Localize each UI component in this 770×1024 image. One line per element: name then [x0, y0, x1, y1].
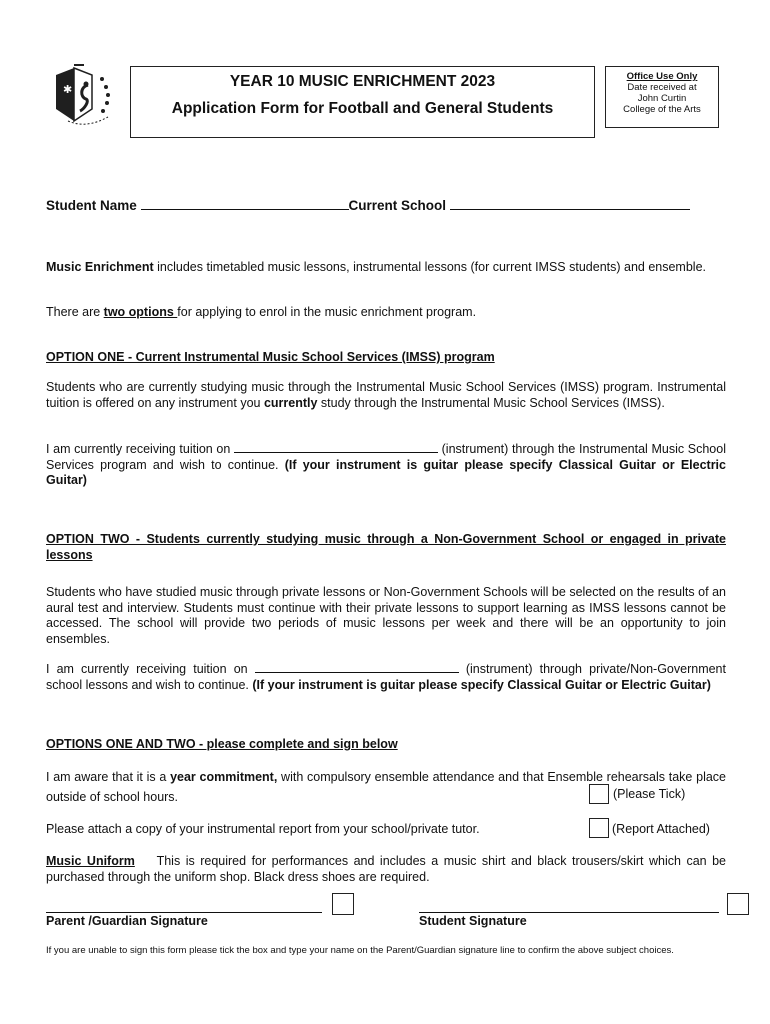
option-two-instrument-field[interactable]	[255, 661, 459, 673]
music-uniform-paragraph	[46, 854, 726, 885]
svg-text:✱: ✱	[63, 83, 73, 96]
office-line: John Curtin	[637, 93, 687, 104]
options-prefix: There are	[46, 305, 104, 319]
options-paragraph	[46, 305, 726, 321]
option-one-tuition	[46, 441, 726, 489]
student-signature-label: Student Signature	[419, 914, 527, 928]
option-one-heading: OPTION ONE - Current Instrumental Music School Services (IMSS) program	[46, 350, 495, 364]
music-uniform-text: This is required for performances and includes a music shirt and black trousers/skirt which can be purchased through the uniform shop. Black dress shoes are required.	[46, 854, 727, 884]
report-attached-label: (Report Attached)	[612, 822, 710, 836]
attach-report-text: Please attach a copy of your instrumental report from your school/private tutor.	[46, 822, 480, 836]
student-name-label: Student Name	[46, 198, 137, 213]
music-uniform-heading: Music Uniform	[46, 854, 135, 868]
tuition-suffix: (instrument) through the Instrumental Music School Services program and wish to continue.	[46, 442, 726, 472]
parent-sign-tick-box[interactable]	[332, 893, 354, 915]
option-two-tuition	[46, 661, 726, 693]
office-line: College of the Arts	[623, 104, 701, 115]
form-title-box	[130, 66, 595, 138]
commitment-text: I am aware that it is a	[46, 770, 171, 784]
commitment-tick-box[interactable]	[589, 784, 609, 804]
tuition-suffix: (instrument) through private/Non-Government school lessons and wish to continue.	[46, 662, 726, 692]
option-two-description: Students who have studied music through private lessons or Non-Government Schools will be selected on the results of an aural test and interview. Students must continue with their private lessons to support learning as IMSS lessons cannot be accessed. The school will provide two periods of music lessons per week and there will be an opportunity to join ensembles.	[46, 585, 726, 646]
tick-label: (Please Tick)	[613, 787, 686, 801]
student-details-row	[46, 198, 736, 213]
options-both-heading: OPTIONS ONE AND TWO - please complete and sign below	[46, 737, 398, 751]
option-one-text: study through the Instrumental Music School Services (IMSS).	[317, 395, 665, 410]
option-one-emph: currently	[263, 395, 318, 410]
college-logo	[50, 63, 122, 129]
options-suffix: for applying to enrol in the music enrichment program.	[177, 305, 477, 319]
signature-footnote: If you are unable to sign this form please tick the box and type your name on the Parent/Guardian signature line to confirm the above subject choices.	[46, 945, 674, 956]
student-signature-line[interactable]	[419, 912, 719, 913]
options-emph: two options	[103, 305, 178, 319]
option-two-heading: OPTION TWO - Students currently studying music through a Non-Government School or engaged in private lessons	[46, 532, 726, 562]
tuition-prefix: I am currently receiving tuition on	[46, 662, 248, 676]
commitment-emph: year commitment,	[170, 770, 278, 784]
report-attached-tick-box[interactable]	[589, 818, 609, 838]
student-sign-tick-box[interactable]	[727, 893, 749, 915]
option-one-instrument-field[interactable]	[234, 441, 438, 453]
form-subtitle: Application Form for Football and General Students	[171, 100, 554, 117]
option-one-text: Students who are currently studying music through the Instrumental Music School Services (IMSS) program. Instrumental tuition is offered on any instrument you	[46, 380, 726, 410]
parent-signature-label: Parent /Guardian Signature	[46, 914, 208, 928]
option-one-description	[46, 380, 726, 411]
student-name-field[interactable]	[141, 198, 349, 210]
office-use-box	[605, 66, 719, 128]
guitar-note: (If your instrument is guitar please specify Classical Guitar or Electric Guitar)	[252, 677, 711, 692]
commitment-text: with compulsory ensemble attendance and that Ensemble rehearsals take place outside of school hours.	[46, 770, 726, 804]
intro-paragraph	[46, 260, 726, 276]
office-heading: Office Use Only	[626, 71, 698, 82]
form-title: YEAR 10 MUSIC ENRICHMENT 2023	[229, 73, 496, 90]
office-line: Date received at	[627, 82, 697, 93]
intro-text: includes timetabled music lessons, instrumental lessons (for current IMSS students) and ensemble.	[153, 260, 707, 274]
intro-term: Music Enrichment	[46, 260, 154, 274]
current-school-label: Current School	[348, 198, 447, 213]
guitar-note: (If your instrument is guitar please specify Classical Guitar or Electric Guitar)	[46, 457, 726, 487]
parent-signature-line[interactable]	[46, 912, 322, 913]
current-school-field[interactable]	[450, 198, 690, 210]
tuition-prefix: I am currently receiving tuition on	[46, 442, 231, 456]
